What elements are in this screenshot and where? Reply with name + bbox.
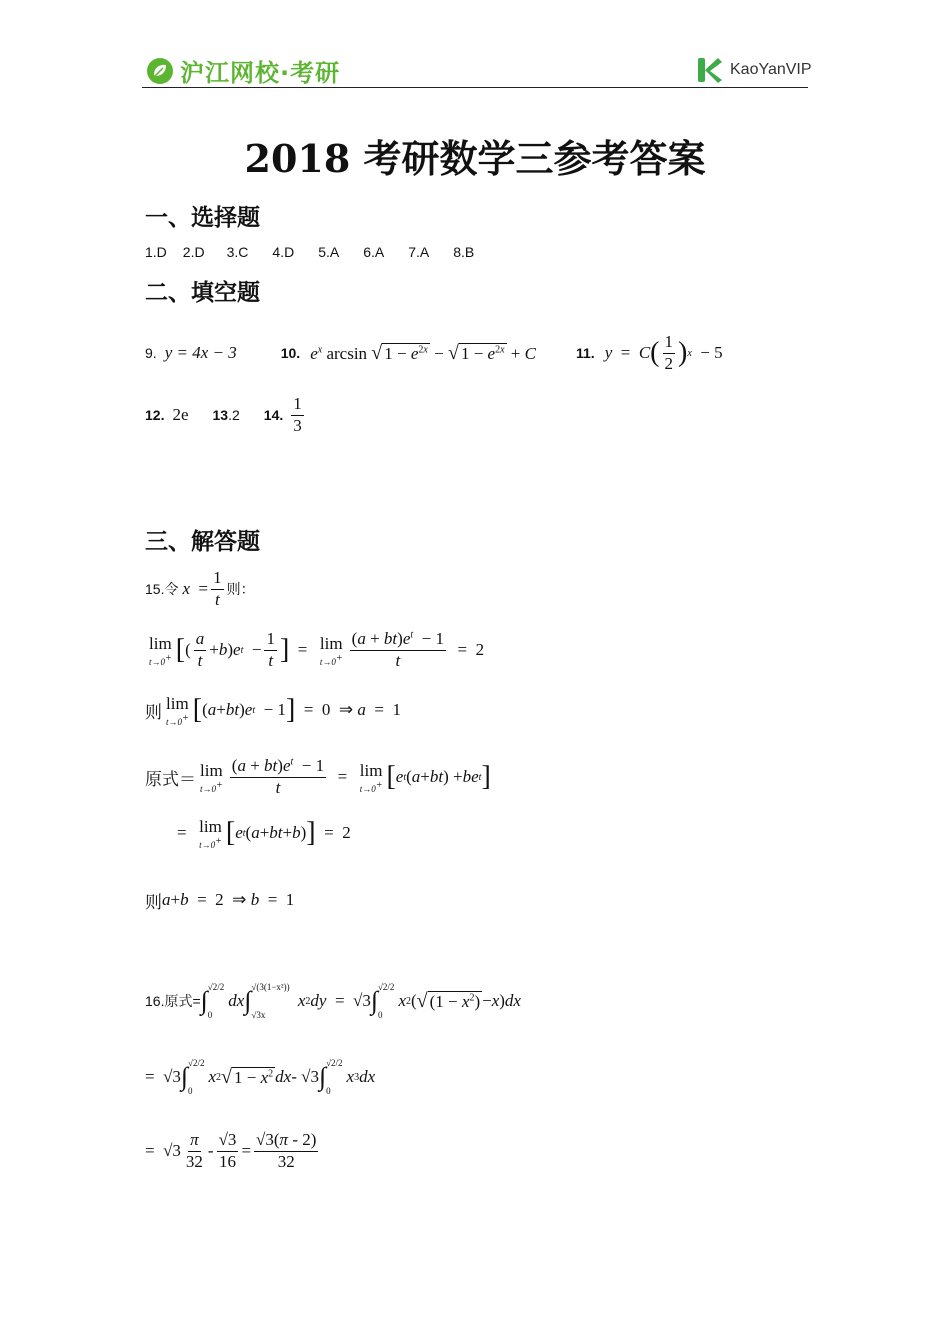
fill-answers-row2: 12 . 2e 13 .2 14 . $\frac{1}{3}$: [145, 394, 302, 435]
answer-item: 7.A: [408, 244, 430, 260]
hujiang-logo-text: 沪江网校·考研: [180, 59, 341, 87]
q16-step2: = √3 ∫ √2/2 0 x 2 √ $1 - x^2$ dx - √3 ∫ √2/2 0 x 3 dx: [145, 1058, 376, 1096]
page-title: 2018 考研数学三参考答案: [244, 136, 706, 181]
q15-intro: 15.令 x = $\frac{1}{t}$ 则：: [145, 568, 255, 609]
answer-item: 6.A: [363, 244, 385, 260]
q15-step4: = lim t→0+ [ e t ( a + bt + b ) ] = 2: [177, 816, 351, 850]
k-logo-icon: [696, 56, 724, 84]
q11-answer: y = C ( $\frac{1}{2}$ ) x − 5: [604, 332, 723, 373]
q15-step3: 原式＝ lim t→0+ $\frac{(a + bt)e^t - 1}{t}$ = lim t→0+ [ e t ( a + bt ) + be t ]: [145, 756, 491, 797]
q15-result: 则 a + b = 2 ⇒ b = 1: [145, 890, 295, 912]
section-heading-choice: 一、选择题: [145, 204, 260, 231]
q13-number: 13: [212, 407, 229, 423]
q14-answer: $\frac{1}{3}$: [293, 394, 302, 435]
q15-step1: lim t→0+ [ ( $\frac{a}{t}$ + b ) e t − $\frac{1}{t}$ ] = lim t→0+ $\frac{(a + bt)e^t - 1}{t}$ = 2: [149, 629, 485, 670]
choice-answers: [145, 244, 474, 260]
q12-answer: 2e: [172, 405, 189, 424]
fill-answers-row1: [145, 330, 723, 376]
hujiang-logo: [146, 53, 340, 88]
kaoyanvip-logo: [696, 56, 812, 84]
answer-item: 1.D: [145, 244, 167, 260]
q9-answer: y = 4x − 3: [164, 343, 237, 362]
leaf-icon: [146, 57, 174, 85]
answer-item: 2.D: [182, 244, 205, 260]
q16-step1: 16.原式= ∫ √2/2 0 dx ∫ √(3(1−x²)) √3x x 2 dy = √3 ∫ √2/2 0 x 2 ( √ $(1 - x^2)$ − x ) dx: [145, 982, 521, 1020]
answer-item: 4.D: [272, 244, 295, 260]
answer-item: 5.A: [318, 244, 340, 260]
answer-item: 8.B: [453, 244, 475, 260]
q9-number: 9.: [145, 345, 157, 361]
section-heading-solutions: 三、解答题: [145, 528, 260, 555]
q10-answer: $e^x$ arcsin √ $1 - e^{2x}$ − √ $1 - e^{2x}$ + C: [310, 341, 536, 364]
section-heading-fill: 二、填空题: [145, 279, 260, 306]
answer-item: 3.C: [226, 244, 249, 260]
q16-result: = √3 $\frac{\pi}{32}$ - $\frac{√3}{16}$ = $\frac{√3(\pi - 2)}{32}$: [145, 1130, 317, 1171]
q10-number: 10.: [280, 345, 301, 361]
q11-number: 11.: [575, 345, 595, 361]
header-divider: [142, 87, 808, 88]
kaoyanvip-logo-text: KaoYanVIP: [730, 61, 812, 78]
q12-number: 12: [145, 407, 161, 423]
q14-number: 14: [263, 407, 280, 423]
q15-step2: 则 lim t→0+ [ ( a + bt ) e t − 1 ] = 0 ⇒ a = 1: [145, 693, 401, 727]
q13-answer: .2: [228, 407, 240, 423]
